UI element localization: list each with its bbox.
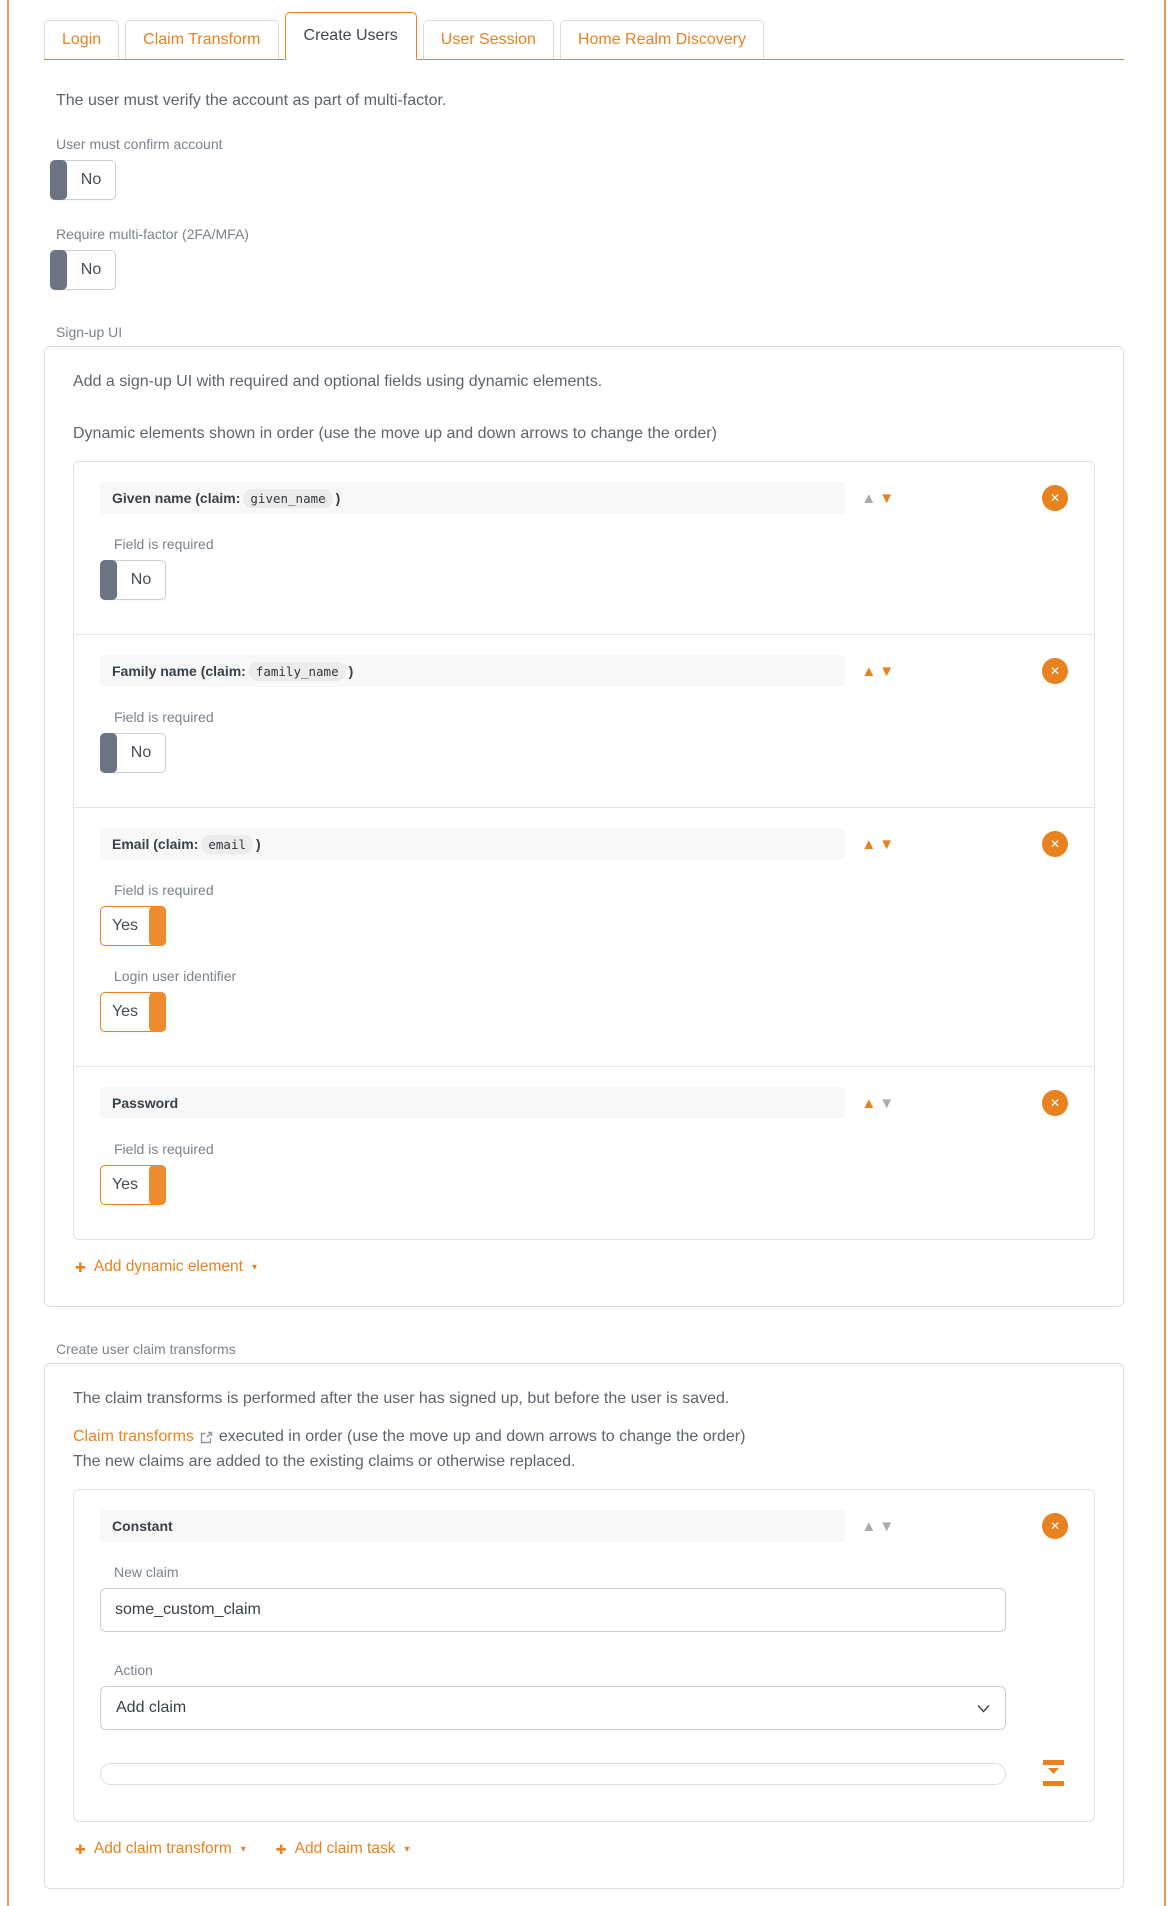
action-select[interactable] bbox=[100, 1686, 1006, 1730]
require-mfa-toggle[interactable] bbox=[50, 250, 116, 290]
element-title-text: Email (claim: bbox=[112, 836, 199, 852]
remove-element-button[interactable] bbox=[1042, 485, 1068, 511]
signup-ui-section-label: Sign-up UI bbox=[56, 324, 123, 340]
action-select-value: Add claim bbox=[116, 1699, 187, 1716]
remove-element-button[interactable] bbox=[1042, 831, 1068, 857]
element-title-close: ) bbox=[348, 663, 354, 679]
move-up-icon[interactable]: ▲ bbox=[861, 835, 877, 853]
element-title-text: Password bbox=[112, 1095, 179, 1111]
transforms-note: The new claims are added to the existing claims or otherwise replaced. bbox=[73, 1453, 576, 1470]
claim-code-chip: family_name bbox=[249, 662, 346, 681]
new-claim-input[interactable] bbox=[100, 1588, 1006, 1632]
toggle-knob bbox=[149, 1165, 166, 1205]
add-dynamic-element-button[interactable] bbox=[75, 1258, 257, 1276]
close-icon: ✕ bbox=[1049, 1519, 1061, 1533]
page-right-border bbox=[1164, 0, 1166, 1906]
transforms-actions bbox=[75, 1840, 1095, 1858]
close-icon: ✕ bbox=[1049, 1096, 1061, 1110]
toggle-value: No bbox=[80, 261, 102, 278]
move-down-icon[interactable]: ▼ bbox=[879, 1517, 895, 1535]
field-required-toggle[interactable] bbox=[100, 1165, 166, 1205]
toggle-value: Yes bbox=[111, 1003, 139, 1020]
intro-text: The user must verify the account as part of multi-factor. bbox=[56, 92, 447, 109]
tab-home-realm-discovery[interactable]: Home Realm Discovery bbox=[560, 20, 764, 59]
move-down-icon[interactable]: ▼ bbox=[879, 662, 895, 680]
move-down-icon[interactable]: ▼ bbox=[879, 835, 895, 853]
plus-icon: ✚ bbox=[275, 1841, 287, 1857]
add-claim-task-button[interactable] bbox=[276, 1840, 410, 1858]
toggle-value: Yes bbox=[111, 917, 139, 934]
dynamic-element-password bbox=[74, 1066, 1094, 1239]
field-is-required-label: Field is required bbox=[114, 709, 214, 725]
chevron-down-icon: ▾ bbox=[251, 1261, 257, 1273]
signup-description: Add a sign-up UI with required and optional fields using dynamic elements. bbox=[73, 373, 603, 390]
element-title-close: ) bbox=[256, 836, 261, 852]
remove-transform-button[interactable] bbox=[1042, 1513, 1068, 1539]
dynamic-element-family-name bbox=[74, 634, 1094, 807]
field-required-toggle[interactable] bbox=[100, 733, 166, 773]
toggle-knob bbox=[50, 160, 67, 200]
user-must-confirm-account-label: User must confirm account bbox=[56, 136, 223, 152]
require-mfa-label: Require multi-factor (2FA/MFA) bbox=[56, 226, 249, 242]
add-claim-transform-button[interactable] bbox=[75, 1840, 246, 1858]
reorder-arrows bbox=[861, 664, 894, 679]
toggle-value: No bbox=[130, 571, 152, 588]
reorder-arrows bbox=[861, 1096, 894, 1111]
claim-transforms-link[interactable]: Claim transforms bbox=[73, 1428, 194, 1445]
element-title bbox=[100, 1087, 845, 1119]
toggle-value: No bbox=[80, 171, 102, 188]
move-down-icon[interactable]: ▼ bbox=[879, 489, 895, 507]
external-link-icon bbox=[200, 1431, 213, 1444]
field-is-required-label: Field is required bbox=[114, 882, 214, 898]
transforms-description: The claim transforms is performed after the user has signed up, but before the user is saved. bbox=[73, 1390, 730, 1407]
plus-icon: ✚ bbox=[75, 1841, 86, 1857]
element-title bbox=[100, 482, 845, 514]
page-left-border bbox=[7, 0, 9, 1906]
claim-transforms-section bbox=[44, 1363, 1124, 1889]
transform-header bbox=[100, 1510, 1068, 1542]
signup-actions bbox=[75, 1258, 1095, 1276]
close-icon: ✕ bbox=[1049, 491, 1061, 505]
toggle-knob bbox=[100, 733, 117, 773]
reorder-arrows bbox=[861, 1519, 894, 1534]
toggle-value: Yes bbox=[111, 1176, 139, 1193]
move-up-icon[interactable]: ▲ bbox=[861, 662, 877, 680]
login-user-identifier-toggle[interactable] bbox=[100, 992, 166, 1032]
claim-transform-constant bbox=[74, 1490, 1094, 1821]
transform-title-text: Constant bbox=[112, 1518, 173, 1534]
add-dynamic-element-label: Add dynamic element bbox=[93, 1258, 243, 1275]
element-title-text: Family name (claim: bbox=[112, 663, 246, 679]
user-must-confirm-account-toggle[interactable] bbox=[50, 160, 116, 200]
toggle-value: No bbox=[130, 744, 152, 761]
move-up-icon[interactable]: ▲ bbox=[861, 1517, 877, 1535]
remove-element-button[interactable] bbox=[1042, 658, 1068, 684]
claim-code-chip: email bbox=[201, 835, 253, 854]
transform-output-field[interactable] bbox=[100, 1763, 1006, 1785]
collapse-down-icon[interactable] bbox=[1043, 1760, 1064, 1787]
element-header bbox=[100, 482, 1068, 514]
toggle-knob bbox=[50, 250, 67, 290]
tab-create-users[interactable]: Create Users bbox=[285, 12, 417, 60]
tab-bar bbox=[44, 0, 1124, 60]
add-claim-transform-label: Add claim transform bbox=[93, 1840, 232, 1857]
remove-element-button[interactable] bbox=[1042, 1090, 1068, 1116]
login-user-identifier-label: Login user identifier bbox=[114, 968, 237, 984]
plus-icon: ✚ bbox=[75, 1259, 86, 1275]
dynamic-elements-list bbox=[73, 461, 1095, 1240]
close-icon: ✕ bbox=[1049, 837, 1061, 851]
field-is-required-label: Field is required bbox=[114, 1141, 214, 1157]
select-chevron-icon bbox=[977, 1704, 990, 1713]
tab-login[interactable]: Login bbox=[44, 20, 119, 59]
claim-transforms-section-label: Create user claim transforms bbox=[56, 1341, 236, 1357]
transform-output-row bbox=[100, 1760, 1068, 1787]
signup-ui-section bbox=[44, 346, 1124, 1307]
tab-user-session[interactable]: User Session bbox=[423, 20, 554, 59]
toggle-knob bbox=[149, 906, 166, 946]
field-is-required-label: Field is required bbox=[114, 536, 214, 552]
reorder-arrows bbox=[861, 837, 894, 852]
transforms-order-rest: executed in order (use the move up and down arrows to change the order) bbox=[218, 1428, 746, 1445]
toggle-knob bbox=[149, 992, 166, 1032]
dynamic-element-email bbox=[74, 807, 1094, 1066]
claim-code-chip: given_name bbox=[243, 489, 332, 508]
transforms-order-line bbox=[73, 1428, 1095, 1446]
tab-claim-transform[interactable]: Claim Transform bbox=[125, 20, 278, 59]
add-claim-task-label: Add claim task bbox=[294, 1840, 396, 1857]
signup-order-hint: Dynamic elements shown in order (use the move up and down arrows to change the order) bbox=[73, 425, 717, 442]
move-up-icon[interactable]: ▲ bbox=[861, 489, 877, 507]
element-title-close: ) bbox=[335, 490, 341, 506]
claim-transforms-list bbox=[73, 1489, 1095, 1822]
chevron-down-icon: ▾ bbox=[240, 1843, 246, 1855]
element-header bbox=[100, 1087, 1068, 1119]
dynamic-element-given-name bbox=[74, 462, 1094, 634]
move-down-icon[interactable]: ▼ bbox=[879, 1094, 895, 1112]
element-title bbox=[100, 655, 845, 687]
require-mfa-toggle-wrap bbox=[50, 250, 1124, 290]
field-required-toggle[interactable] bbox=[100, 560, 166, 600]
content bbox=[44, 0, 1124, 1889]
transform-title bbox=[100, 1510, 845, 1542]
action-label: Action bbox=[114, 1662, 153, 1678]
reorder-arrows bbox=[861, 491, 894, 506]
element-header bbox=[100, 655, 1068, 687]
element-title bbox=[100, 828, 845, 860]
element-title-text: Given name (claim: bbox=[112, 490, 241, 506]
user-must-confirm-account-toggle-wrap bbox=[50, 160, 1124, 200]
close-icon: ✕ bbox=[1049, 664, 1061, 678]
chevron-down-icon: ▾ bbox=[404, 1843, 410, 1855]
toggle-knob bbox=[100, 560, 117, 600]
new-claim-label: New claim bbox=[114, 1564, 179, 1580]
move-up-icon[interactable]: ▲ bbox=[861, 1094, 877, 1112]
field-required-toggle[interactable] bbox=[100, 906, 166, 946]
element-header bbox=[100, 828, 1068, 860]
